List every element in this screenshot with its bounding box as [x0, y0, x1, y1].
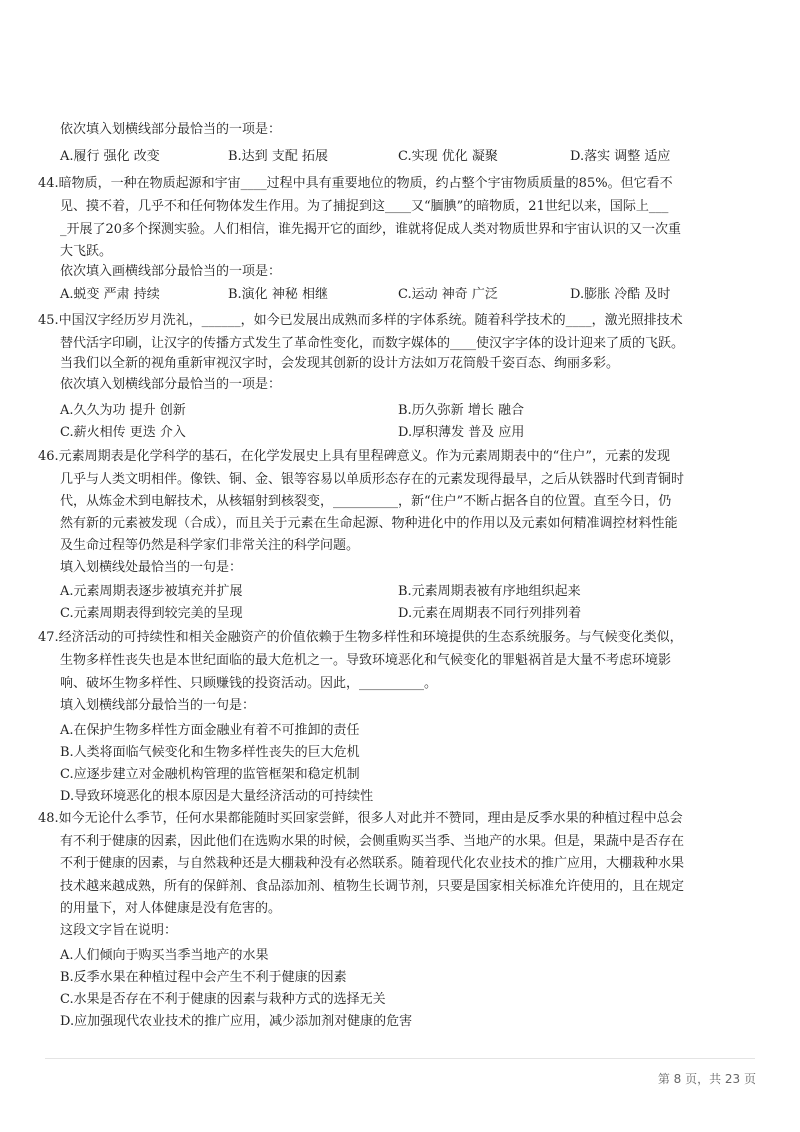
- q46-line-3: 代，从炼金术到电解技术，从核辐射到核裂变，__________，新“住户”不断占据各自的位置。直至今日，仍: [60, 494, 672, 509]
- q46-option-b: B.元素周期表被有序地组织起来: [398, 584, 581, 599]
- q47-option-b: B.人类将面临气候变化和生物多样性丧失的巨大危机: [60, 745, 360, 760]
- q44-option-b: B.演化 神秘 相继: [228, 287, 328, 302]
- footer-divider: [45, 1058, 755, 1059]
- q48-line-1: 48.如今无论什么季节，任何水果都能随时买回家尝鲜，很多人对此并不赞同，理由是反季水果的种植过程中总会: [38, 811, 683, 826]
- q43-option-c: C.实现 优化 凝聚: [398, 149, 498, 164]
- q43-option-d: D.落实 调整 适应: [570, 149, 671, 164]
- page-number: 第 8 页，共 23 页: [657, 1072, 756, 1086]
- q44-option-d: D.膨胀 冷酷 及时: [570, 287, 671, 302]
- q47-option-a: A.在保护生物多样性方面金融业有着不可推卸的责任: [60, 723, 360, 738]
- q47-line-1: 47.经济活动的可持续性和相关金融资产的价值依赖于生物多样性和环境提供的生态系统服务。与气候变化类似，: [38, 630, 683, 645]
- q48-option-c: C.水果是否存在不利于健康的因素与栽种方式的选择无关: [60, 992, 386, 1007]
- q45-prompt: 依次填入划横线部分最恰当的一项是：: [60, 377, 282, 392]
- q46-line-2: 几乎与人类文明相伴。像铁、铜、金、银等容易以单质形态存在的元素发现得最早，之后从铁器时代到青铜时: [60, 472, 685, 487]
- q45-option-b: B.历久弥新 增长 融合: [398, 403, 524, 418]
- q43-option-b: B.达到 支配 拓展: [228, 149, 328, 164]
- q46-option-a: A.元素周期表逐步被填充并扩展: [60, 584, 243, 599]
- q46-option-d: D.元素在周期表不同行列排列着: [398, 606, 582, 621]
- q48-prompt: 这段文字旨在说明：: [60, 923, 178, 938]
- q47-option-d: D.导致环境恶化的根本原因是大量经济活动的可持续性: [60, 789, 374, 804]
- q47-option-c: C.应逐步建立对金融机构管理的监管框架和稳定机制: [60, 767, 360, 782]
- q47-line-3: 响、破坏生物多样性、只顾赚钱的投资活动。因此，__________。: [60, 676, 438, 691]
- q43-option-a: A.履行 强化 改变: [60, 149, 160, 164]
- q47-line-2: 生物多样性丧失也是本世纪面临的最大危机之一。导致环境恶化和气候变化的罪魁祸首是大量不考虑环境影: [60, 653, 672, 668]
- q43-prompt: 依次填入划横线部分最恰当的一项是：: [60, 122, 282, 137]
- q44-option-c: C.运动 神奇 广泛: [398, 287, 498, 302]
- q47-prompt: 填入划横线部分最恰当的一句是：: [60, 698, 256, 713]
- q46-line-4: 然有新的元素被发现（合成），而且关于元素在生命起源、物种进化中的作用以及元素如何精准调控材料性能: [60, 516, 678, 531]
- q48-option-d: D.应加强现代农业技术的推广应用，减少添加剂对健康的危害: [60, 1014, 413, 1029]
- q48-line-5: 的用量下，对人体健康是没有危害的。: [60, 901, 282, 916]
- q46-prompt: 填入划横线处最恰当的一句是：: [60, 560, 243, 575]
- q44-line-1: 44.暗物质，一种在物质起源和宇宙____过程中具有重要地位的物质，约占整个宇宙物质质量的85%。但它看不: [38, 176, 673, 191]
- q48-option-a: A.人们倾向于购买当季当地产的水果: [60, 948, 269, 963]
- q44-prompt: 依次填入画横线部分最恰当的一项是：: [60, 264, 282, 279]
- q45-option-d: D.厚积薄发 普及 应用: [398, 425, 525, 440]
- q44-line-2: 见、摸不着，几乎不和任何物体发生作用。为了捕捉到这____又“腼腆”的暗物质，21世纪以来，国际上___: [60, 199, 669, 214]
- q45-line-2: 替代活字印刷，让汉字的传播方式发生了革命性变化，而数字媒体的____使汉字字体的设计迎来了质的飞跃。: [60, 336, 685, 351]
- q44-option-a: A.蜕变 严肃 持续: [60, 287, 160, 302]
- q48-option-b: B.反季水果在种植过程中会产生不利于健康的因素: [60, 970, 347, 985]
- q46-option-c: C.元素周期表得到较完美的呈现: [60, 606, 243, 621]
- q44-line-3: _开展了20多个探测实验。人们相信，谁先揭开它的面纱，谁就将促成人类对物质世界和宇宙认识的又一次重: [60, 222, 682, 237]
- q48-line-3: 不利于健康的因素，与自然栽种还是大棚栽种没有必然联系。随着现代化农业技术的推广应用，大棚栽种水果: [60, 856, 685, 871]
- q46-line-5: 及生命过程等仍然是科学家们非常关注的科学问题。: [60, 538, 360, 553]
- q44-line-4: 大飞跃。: [60, 244, 113, 259]
- q45-option-a: A.久久为功 提升 创新: [60, 403, 186, 418]
- q46-line-1: 46.元素周期表是化学科学的基石，在化学发展史上具有里程碑意义。作为元素周期表中的“住户”，元素的发现: [38, 449, 670, 464]
- q48-line-4: 技术越来越成熟，所有的保鲜剂、食品添加剂、植物生长调节剂，只要是国家相关标准允许使用的，且在规定: [60, 879, 685, 894]
- q45-line-1: 45.中国汉字经历岁月洗礼，______，如今已发展出成熟而多样的字体系统。随着科学技术的____，激光照排技术: [38, 313, 683, 328]
- q48-line-2: 有不利于健康的因素，因此他们在选购水果的时候，会侧重购买当季、当地产的水果。但是，果蔬中是否存在: [60, 834, 685, 849]
- q45-option-c: C.薪火相传 更迭 介入: [60, 425, 186, 440]
- q45-line-3: 当我们以全新的视角重新审视汉字时，会发现其创新的设计方法如万花筒般千姿百态、绚丽多彩。: [60, 356, 620, 371]
